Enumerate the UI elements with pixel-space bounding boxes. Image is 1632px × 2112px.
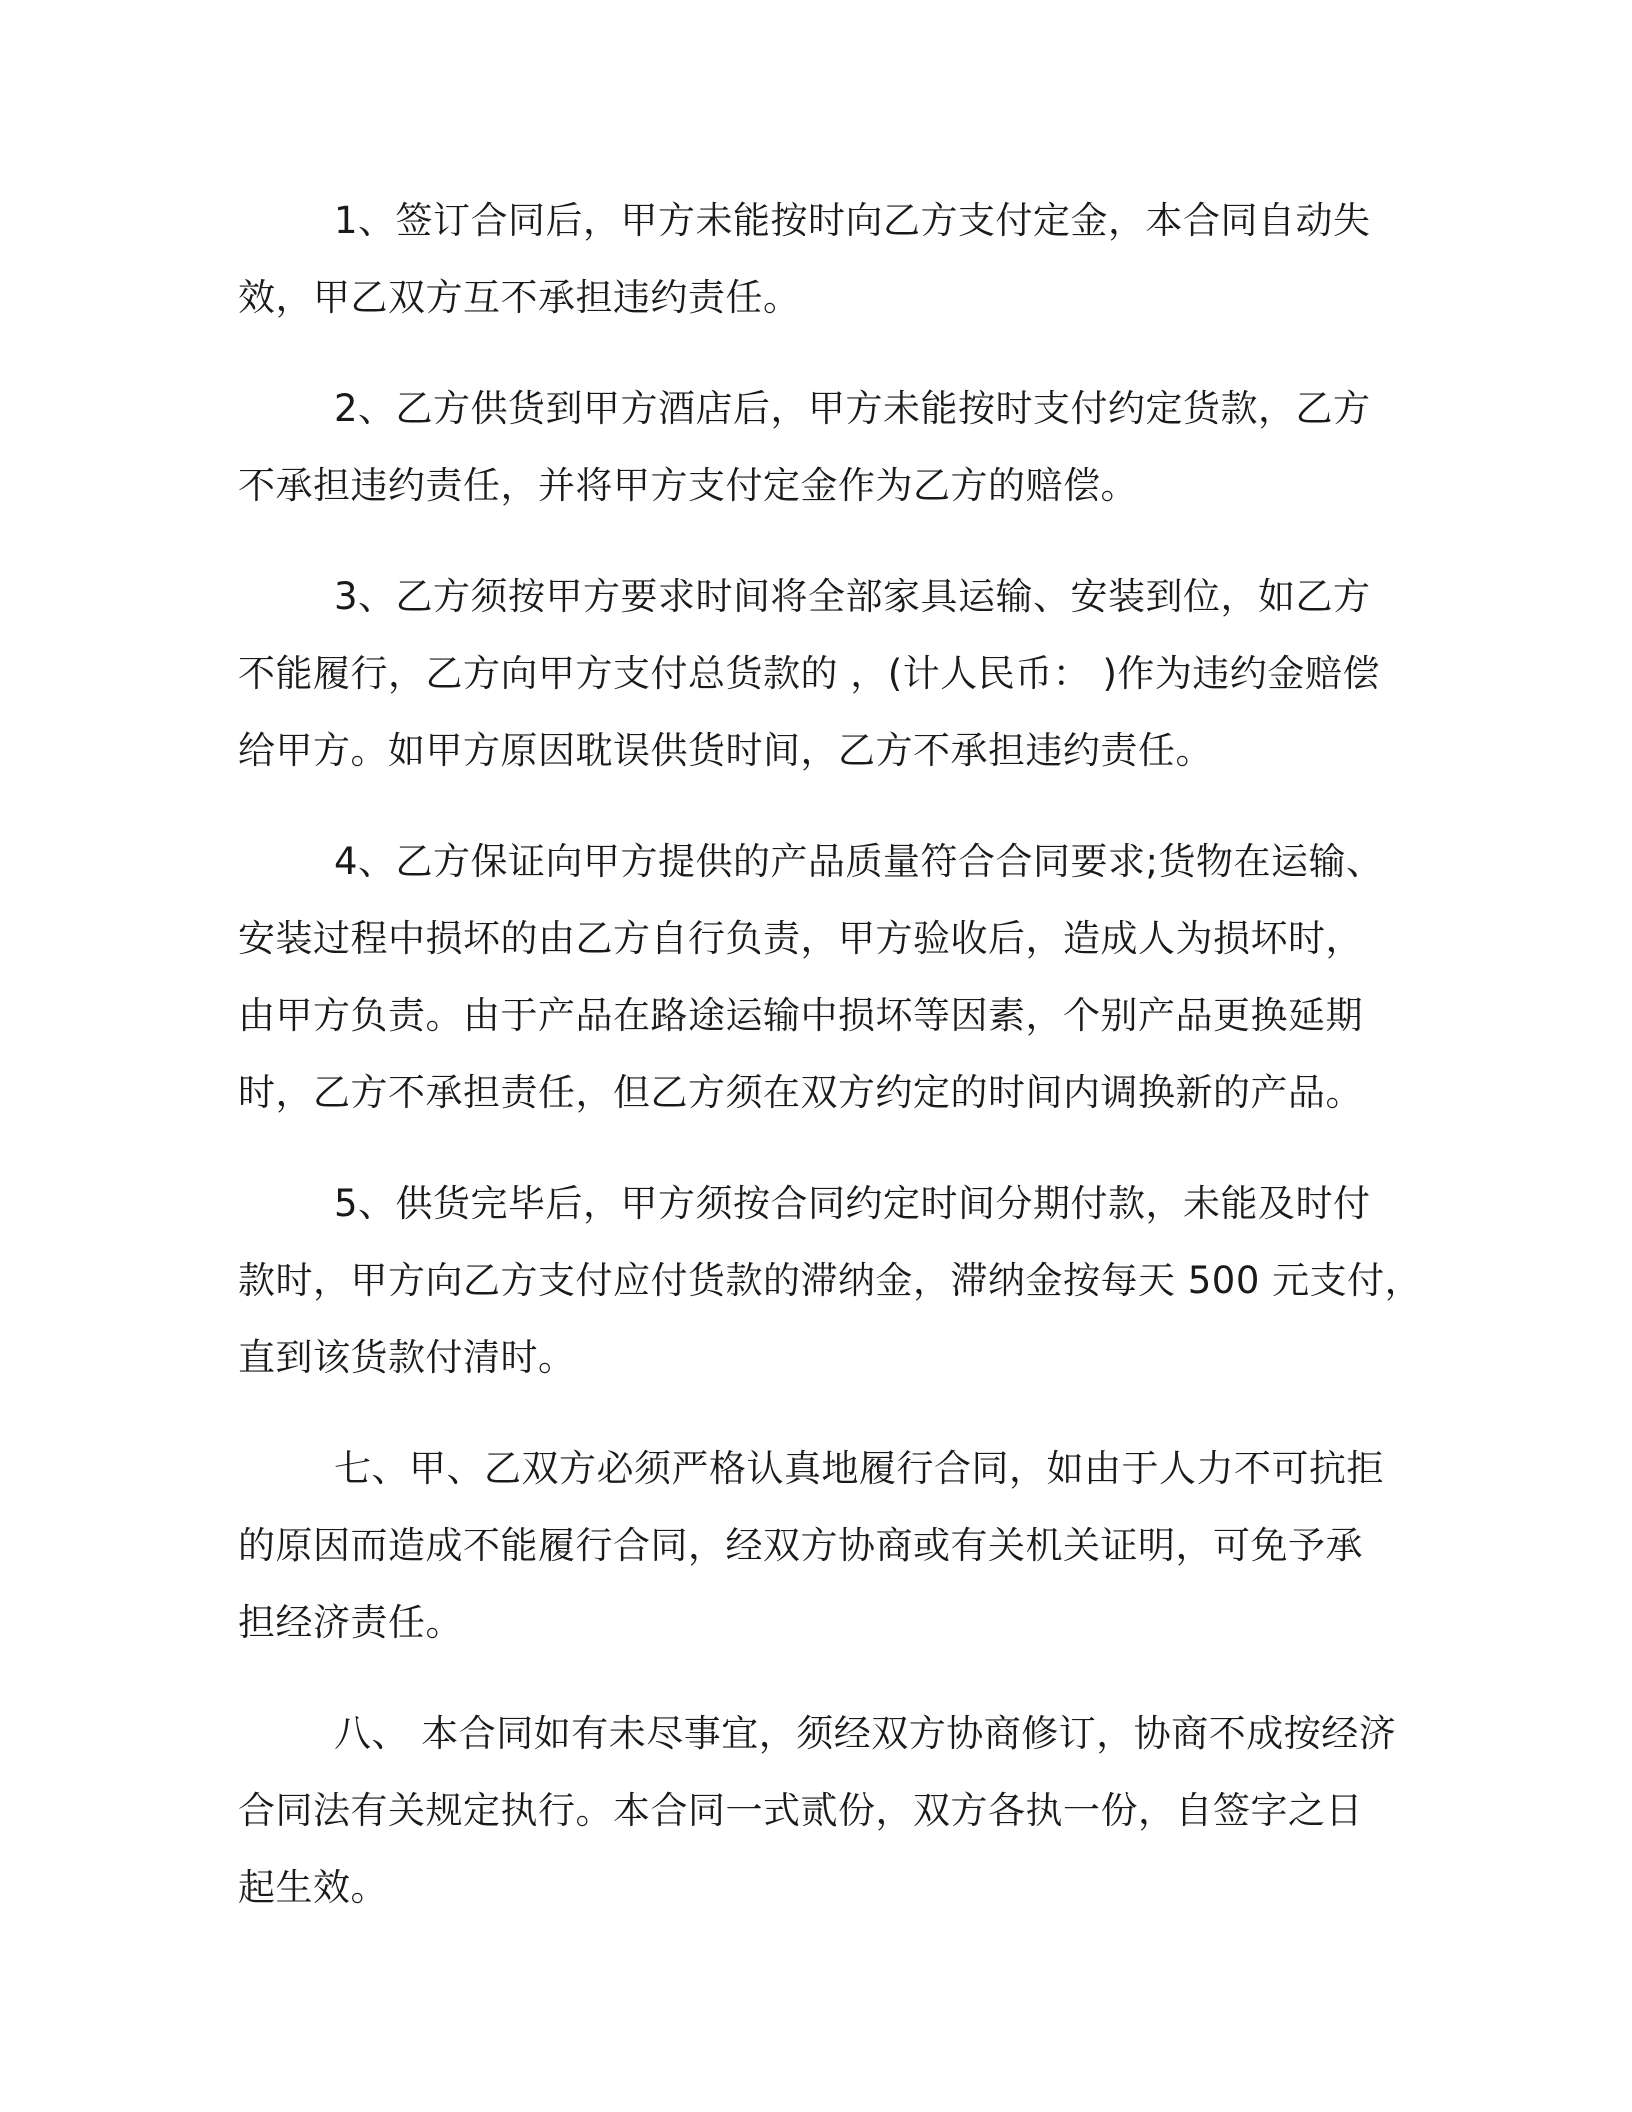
- clause-5: [238, 1165, 1423, 1396]
- clause-7: [238, 1430, 1386, 1661]
- paragraph-line: 不承担违约责任，并将甲方支付定金作为乙方的赔偿。: [238, 464, 1138, 507]
- clause-8: [238, 1695, 1397, 1926]
- clause-1: [238, 182, 1386, 336]
- paragraph-line: 安装过程中损坏的由乙方自行负责，甲方验收后，造成人为损坏时，: [238, 917, 1363, 960]
- paragraph-line: 担经济责任。: [238, 1601, 463, 1644]
- paragraph-line: 的原因而造成不能履行合同，经双方协商或有关机关证明，可免予承: [238, 1524, 1363, 1567]
- paragraph-line: 2、乙方供货到甲方酒店后，甲方未能按时支付约定货款，乙方: [334, 387, 1371, 430]
- paragraph-line: 起生效。: [238, 1866, 388, 1909]
- clause-4: [238, 823, 1386, 1131]
- paragraph-line: 七、甲、乙双方必须严格认真地履行合同，如由于人力不可抗拒: [334, 1447, 1384, 1490]
- clause-2: [238, 370, 1386, 524]
- paragraph-line: 不能履行，乙方向甲方支付总货款的 ，(计人民币： )作为违约金赔偿: [238, 652, 1380, 695]
- paragraph-line: 八、 本合同如有未尽事宜，须经双方协商修订，协商不成按经济: [334, 1712, 1397, 1755]
- paragraph-line: 3、乙方须按甲方要求时间将全部家具运输、安装到位，如乙方: [334, 575, 1371, 618]
- paragraph-line: 款时，甲方向乙方支付应付货款的滞纳金，滞纳金按每天 500 元支付，: [238, 1259, 1423, 1302]
- paragraph-line: 4、乙方保证向甲方提供的产品质量符合合同要求;货物在运输、: [334, 840, 1384, 883]
- paragraph-line: 5、供货完毕后，甲方须按合同约定时间分期付款，未能及时付: [334, 1182, 1371, 1225]
- paragraph-line: 合同法有关规定执行。本合同一式贰份，双方各执一份，自签字之日: [238, 1789, 1363, 1832]
- paragraph-line: 直到该货款付清时。: [238, 1336, 576, 1379]
- paragraph-line: 时，乙方不承担责任，但乙方须在双方约定的时间内调换新的产品。: [238, 1071, 1363, 1114]
- paragraph-line: 效，甲乙双方互不承担违约责任。: [238, 276, 801, 319]
- clause-3: [238, 558, 1386, 789]
- paragraph-line: 给甲方。如甲方原因耽误供货时间，乙方不承担违约责任。: [238, 729, 1213, 772]
- document-body: [238, 182, 1423, 1960]
- paragraph-line: 由甲方负责。由于产品在路途运输中损坏等因素，个别产品更换延期: [238, 994, 1363, 1037]
- paragraph-line: 1、签订合同后，甲方未能按时向乙方支付定金，本合同自动失: [334, 199, 1371, 242]
